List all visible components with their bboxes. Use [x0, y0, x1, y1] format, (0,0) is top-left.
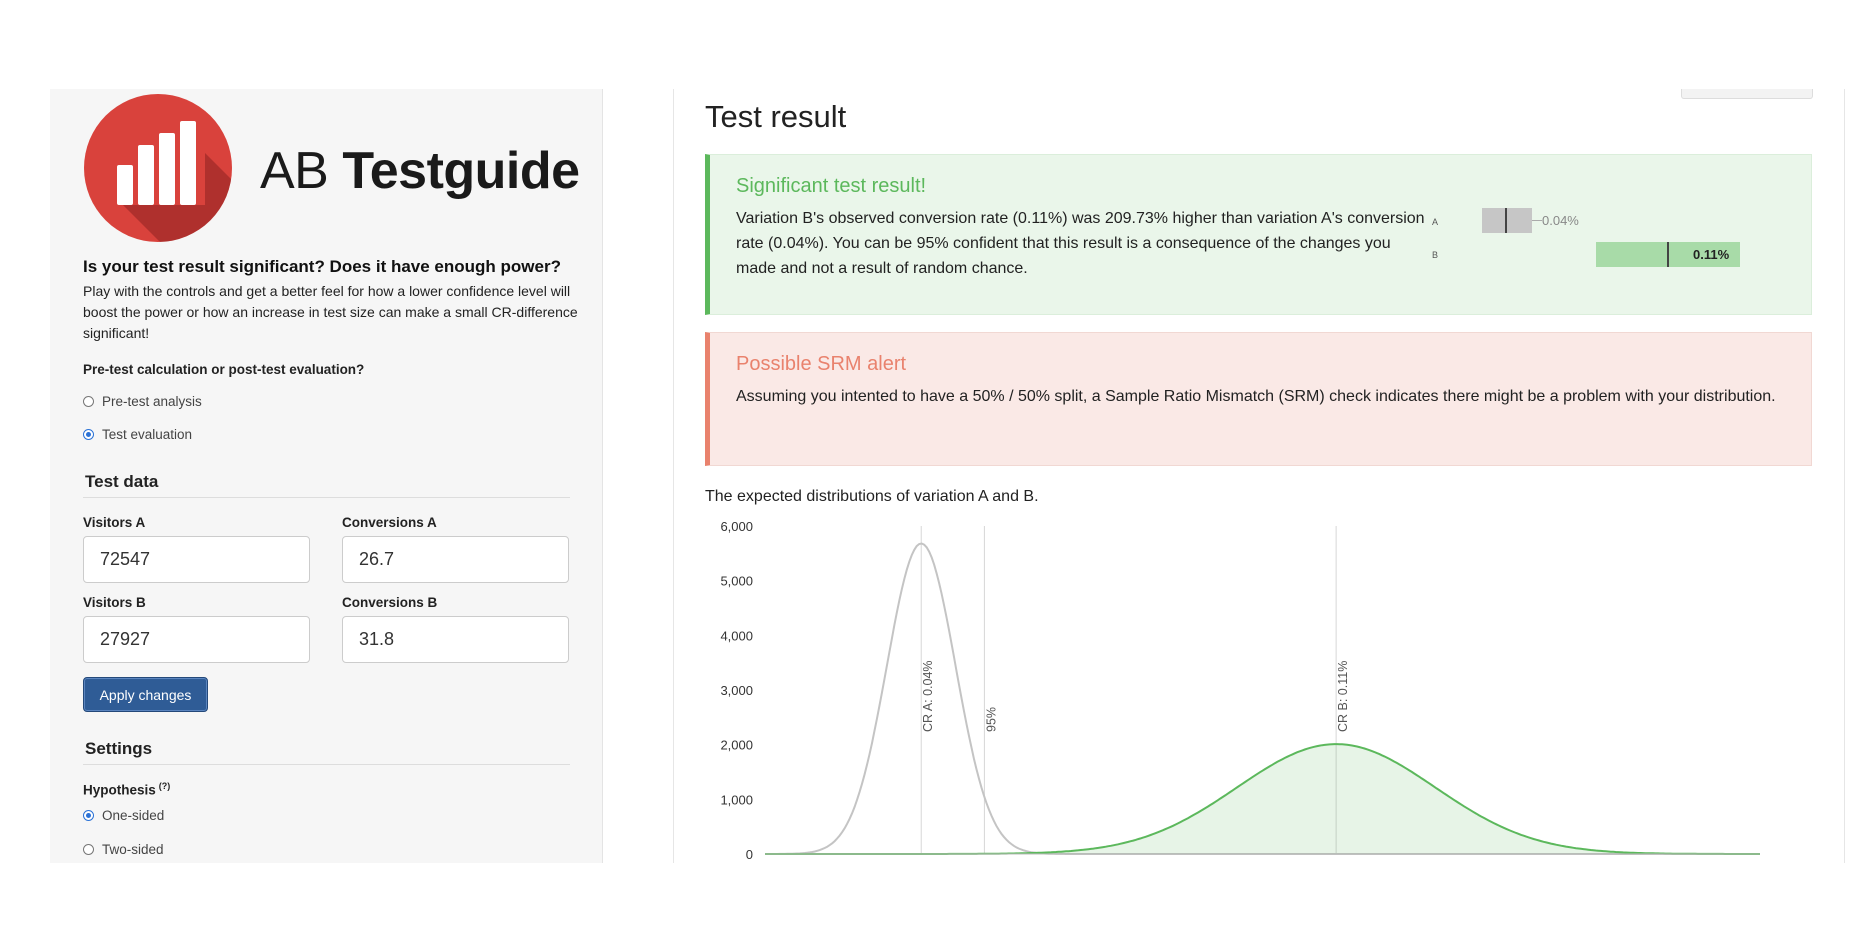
ci-b-letter: B — [1432, 250, 1439, 260]
ci-a-whisker — [1532, 220, 1542, 221]
ci-a-marker — [1505, 208, 1507, 233]
chart-heading: The expected distributions of variation A and B. — [705, 488, 1039, 505]
radio-button[interactable] — [83, 844, 94, 855]
ci-b-marker — [1667, 242, 1669, 267]
radio-pre-test[interactable] — [83, 394, 202, 409]
apply-changes-button[interactable]: Apply changes — [83, 677, 208, 712]
conversions-a-label: Conversions A — [342, 515, 437, 530]
help-icon[interactable]: (?) — [158, 781, 171, 791]
confidence-interval-bars — [1430, 206, 1750, 266]
hypothesis-label — [83, 781, 170, 798]
radio-button-selected[interactable] — [83, 429, 94, 440]
intro-text: Play with the controls and get a better feel for how a lower confidence level will boost the power or how an increase in test size can make a small CR-difference significant! — [83, 283, 578, 341]
reference-line-label: CR B: 0.11% — [1336, 660, 1351, 732]
intro-question: Is your test result significant? Does it have enough power? — [83, 257, 561, 276]
brand-bold: Testguide — [342, 142, 580, 200]
visitors-a-label: Visitors A — [83, 515, 146, 530]
y-tick-label: 2,000 — [720, 737, 753, 753]
page-title: Test result — [705, 99, 847, 134]
radio-one-sided[interactable] — [83, 808, 164, 823]
settings-heading: Settings — [83, 739, 570, 765]
visitors-b-input[interactable] — [83, 616, 310, 663]
distribution-chart — [700, 510, 1820, 870]
ci-a-letter: A — [1432, 217, 1439, 227]
conversions-a-input[interactable] — [342, 536, 569, 583]
radio-label: One-sided — [102, 808, 165, 823]
ci-a-value: 0.04% — [1542, 213, 1579, 228]
brand-name — [260, 141, 580, 201]
conversions-b-input[interactable] — [342, 616, 569, 663]
radio-button[interactable] — [83, 396, 94, 407]
alert-title: Significant test result! — [736, 175, 927, 197]
srm-alert — [705, 332, 1812, 466]
radio-test-evaluation[interactable] — [83, 427, 192, 442]
y-tick-label: 0 — [745, 847, 753, 862]
test-data-heading: Test data — [83, 472, 570, 498]
conversions-b-label: Conversions B — [342, 595, 438, 610]
main-panel-border-right — [1844, 89, 1845, 863]
alert-text: Assuming you intented to have a 50% / 50% split, a Sample Ratio Mismatch (SRM) check indicates there might be a problem with your distribution. — [736, 388, 1776, 405]
visitors-a-input[interactable] — [83, 536, 310, 583]
series-area — [765, 744, 1760, 854]
main-panel-border-left — [673, 89, 674, 863]
radio-button-selected[interactable] — [83, 810, 94, 821]
reference-line-label: CR A: 0.04% — [921, 660, 936, 732]
brand-light: AB — [260, 142, 329, 200]
radio-label: Pre-test analysis — [102, 394, 202, 409]
reference-line-label: 95% — [984, 706, 999, 732]
visitors-b-label: Visitors B — [83, 595, 146, 610]
ci-a-bar — [1482, 208, 1532, 233]
top-right-tab[interactable] — [1681, 89, 1813, 99]
y-tick-label: 4,000 — [720, 628, 753, 644]
y-tick-label: 6,000 — [720, 519, 753, 534]
hypothesis-label-text: Hypothesis — [83, 782, 156, 798]
mode-question: Pre-test calculation or post-test evaluation? — [83, 362, 365, 377]
y-tick-label: 5,000 — [720, 573, 753, 589]
ci-b-value: 0.11% — [1693, 247, 1730, 262]
radio-two-sided[interactable] — [83, 842, 164, 857]
y-tick-label: 3,000 — [720, 683, 753, 698]
abtestguide-logo-icon — [83, 93, 233, 243]
alert-text: Variation B's observed conversion rate (0.11%) was 209.73% higher than variation A's conversion rate (0.04%). You can be 95% confident that this result is a consequence of the changes you made and not a result of random chance. — [736, 210, 1425, 277]
y-tick-label: 1,000 — [720, 792, 753, 808]
radio-label: Test evaluation — [102, 427, 193, 442]
radio-label: Two-sided — [102, 842, 164, 857]
alert-title: Possible SRM alert — [736, 353, 907, 375]
settings-sidebar — [50, 89, 603, 863]
